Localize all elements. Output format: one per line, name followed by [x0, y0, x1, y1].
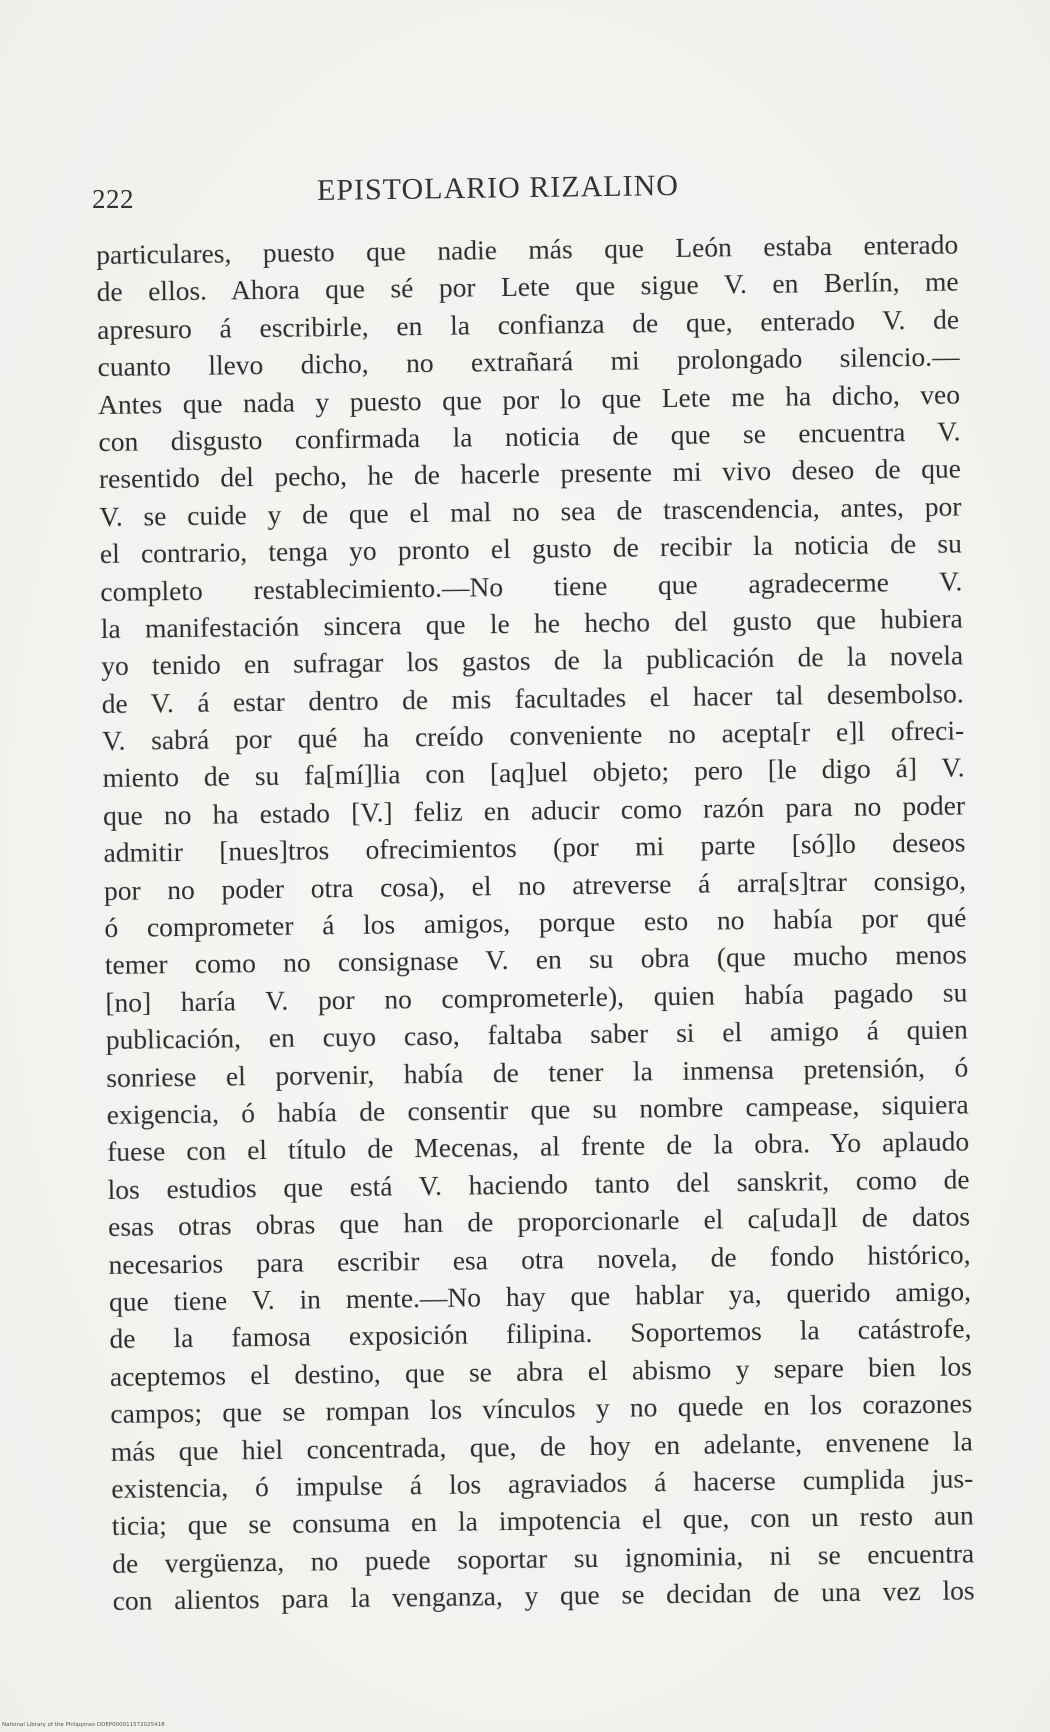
text-line: fuese con el título de Mecenas, al frente de la obra. Yo aplaudo	[106, 1125, 970, 1168]
text-line: por no poder otra cosa), el no atreverse á arra[s]trar consigo,	[103, 864, 967, 906]
text-line: temer como no consignase V. en su obra (que mucho menos	[104, 938, 968, 981]
text-line: campos; que se rompan los vínculos y no quede en los corazones	[110, 1387, 973, 1430]
text-line: V. sabrá por qué ha creído conveniente no acepta[r e]l ofreci-	[101, 714, 965, 757]
text-line: necesarios para escribir esa otra novela, de fondo histórico,	[108, 1237, 971, 1280]
text-line: admitir [nues]tros ofrecimientos (por mi parte [só]lo deseos	[103, 826, 966, 869]
text-line: [no] haría V. por no comprometerle), quien había pagado su	[105, 976, 968, 1018]
text-line: de ellos. Ahora que sé por Lete que sigue V. en Berlín, me	[96, 265, 959, 308]
text-line: miento de su fa[mí]lia con [aq]uel objeto; pero [le digo á] V.	[102, 751, 965, 794]
text-line: que tiene V. in mente.—No hay que hablar ya, querido amigo,	[108, 1275, 972, 1317]
text-line: de V. á estar dentro de mis facultades el hacer tal desembolso.	[101, 677, 964, 719]
text-line: de la famosa exposición filipina. Soportemos la catástrofe,	[109, 1312, 972, 1355]
text-line: los estudios que está V. haciendo tanto del sanskrit, como de	[107, 1163, 970, 1205]
body-text	[96, 225, 975, 1619]
text-line: resentido del pecho, he de hacerle presente mi vivo deseo de que	[98, 452, 962, 495]
text-line: el contrario, tenga yo pronto el gusto de recibir la noticia de su	[99, 527, 963, 570]
text-line: esas otras obras que han de proporcionarle el ca[uda]l de datos	[107, 1200, 971, 1243]
text-line: V. se cuide y de que el mal no sea de trascendencia, antes, por	[99, 490, 962, 532]
page-number: 222	[92, 184, 134, 214]
text-line: más que hiel concentrada, que, de hoy en adelante, envenene la	[110, 1424, 973, 1467]
text-line: ticia; que se consuma en la impotencia el que, con un resto aun	[111, 1499, 974, 1542]
text-line: particulares, puesto que nadie más que León estaba enterado	[96, 228, 959, 270]
scan-credit: National Library of the Philippines DDEP000011572025418	[2, 1722, 165, 1728]
page-header	[92, 168, 962, 218]
text-line: con disgusto confirmada la noticia de que se encuentra V.	[98, 415, 961, 457]
text-line: ó comprometer á los amigos, porque esto no había por qué	[104, 901, 967, 943]
text-line: publicación, en cuyo caso, faltaba saber si el amigo á quien	[105, 1013, 968, 1056]
text-line: la manifestación sincera que le he hecho del gusto que hubiera	[100, 602, 963, 644]
text-line: apresuro á escribirle, en la confianza de que, enterado V. de	[96, 303, 960, 345]
running-title: EPISTOLARIO RIZALINO	[316, 168, 680, 207]
text-line: Antes que nada y puesto que por lo que Lete me ha dicho, veo	[97, 378, 961, 420]
text-line: exigencia, ó había de consentir que su nombre campease, siquiera	[106, 1088, 969, 1130]
text-line: aceptemos el destino, que se abra el abismo y separe bien los	[109, 1350, 973, 1392]
text-line: yo tenido en sufragar los gastos de la publicación de la novela	[101, 639, 964, 682]
text-line: con alientos para la venganza, y que se decidan de una vez los	[112, 1574, 975, 1616]
text-line: existencia, ó impulse á los agraviados á hacerse cumplida jus-	[111, 1462, 974, 1504]
text-line: sonriese el porvenir, había de tener la inmensa pretensión, ó	[106, 1051, 969, 1093]
text-line: cuanto llevo dicho, no extrañará mi prolongado silencio.—	[97, 340, 960, 383]
text-line: que no ha estado [V.] feliz en aducir como razón para no poder	[102, 789, 966, 831]
text-line: de vergüenza, no puede soportar su ignominia, ni se encuentra	[112, 1537, 975, 1579]
text-line: completo restablecimiento.—No tiene que agradecerme V.	[100, 564, 963, 607]
